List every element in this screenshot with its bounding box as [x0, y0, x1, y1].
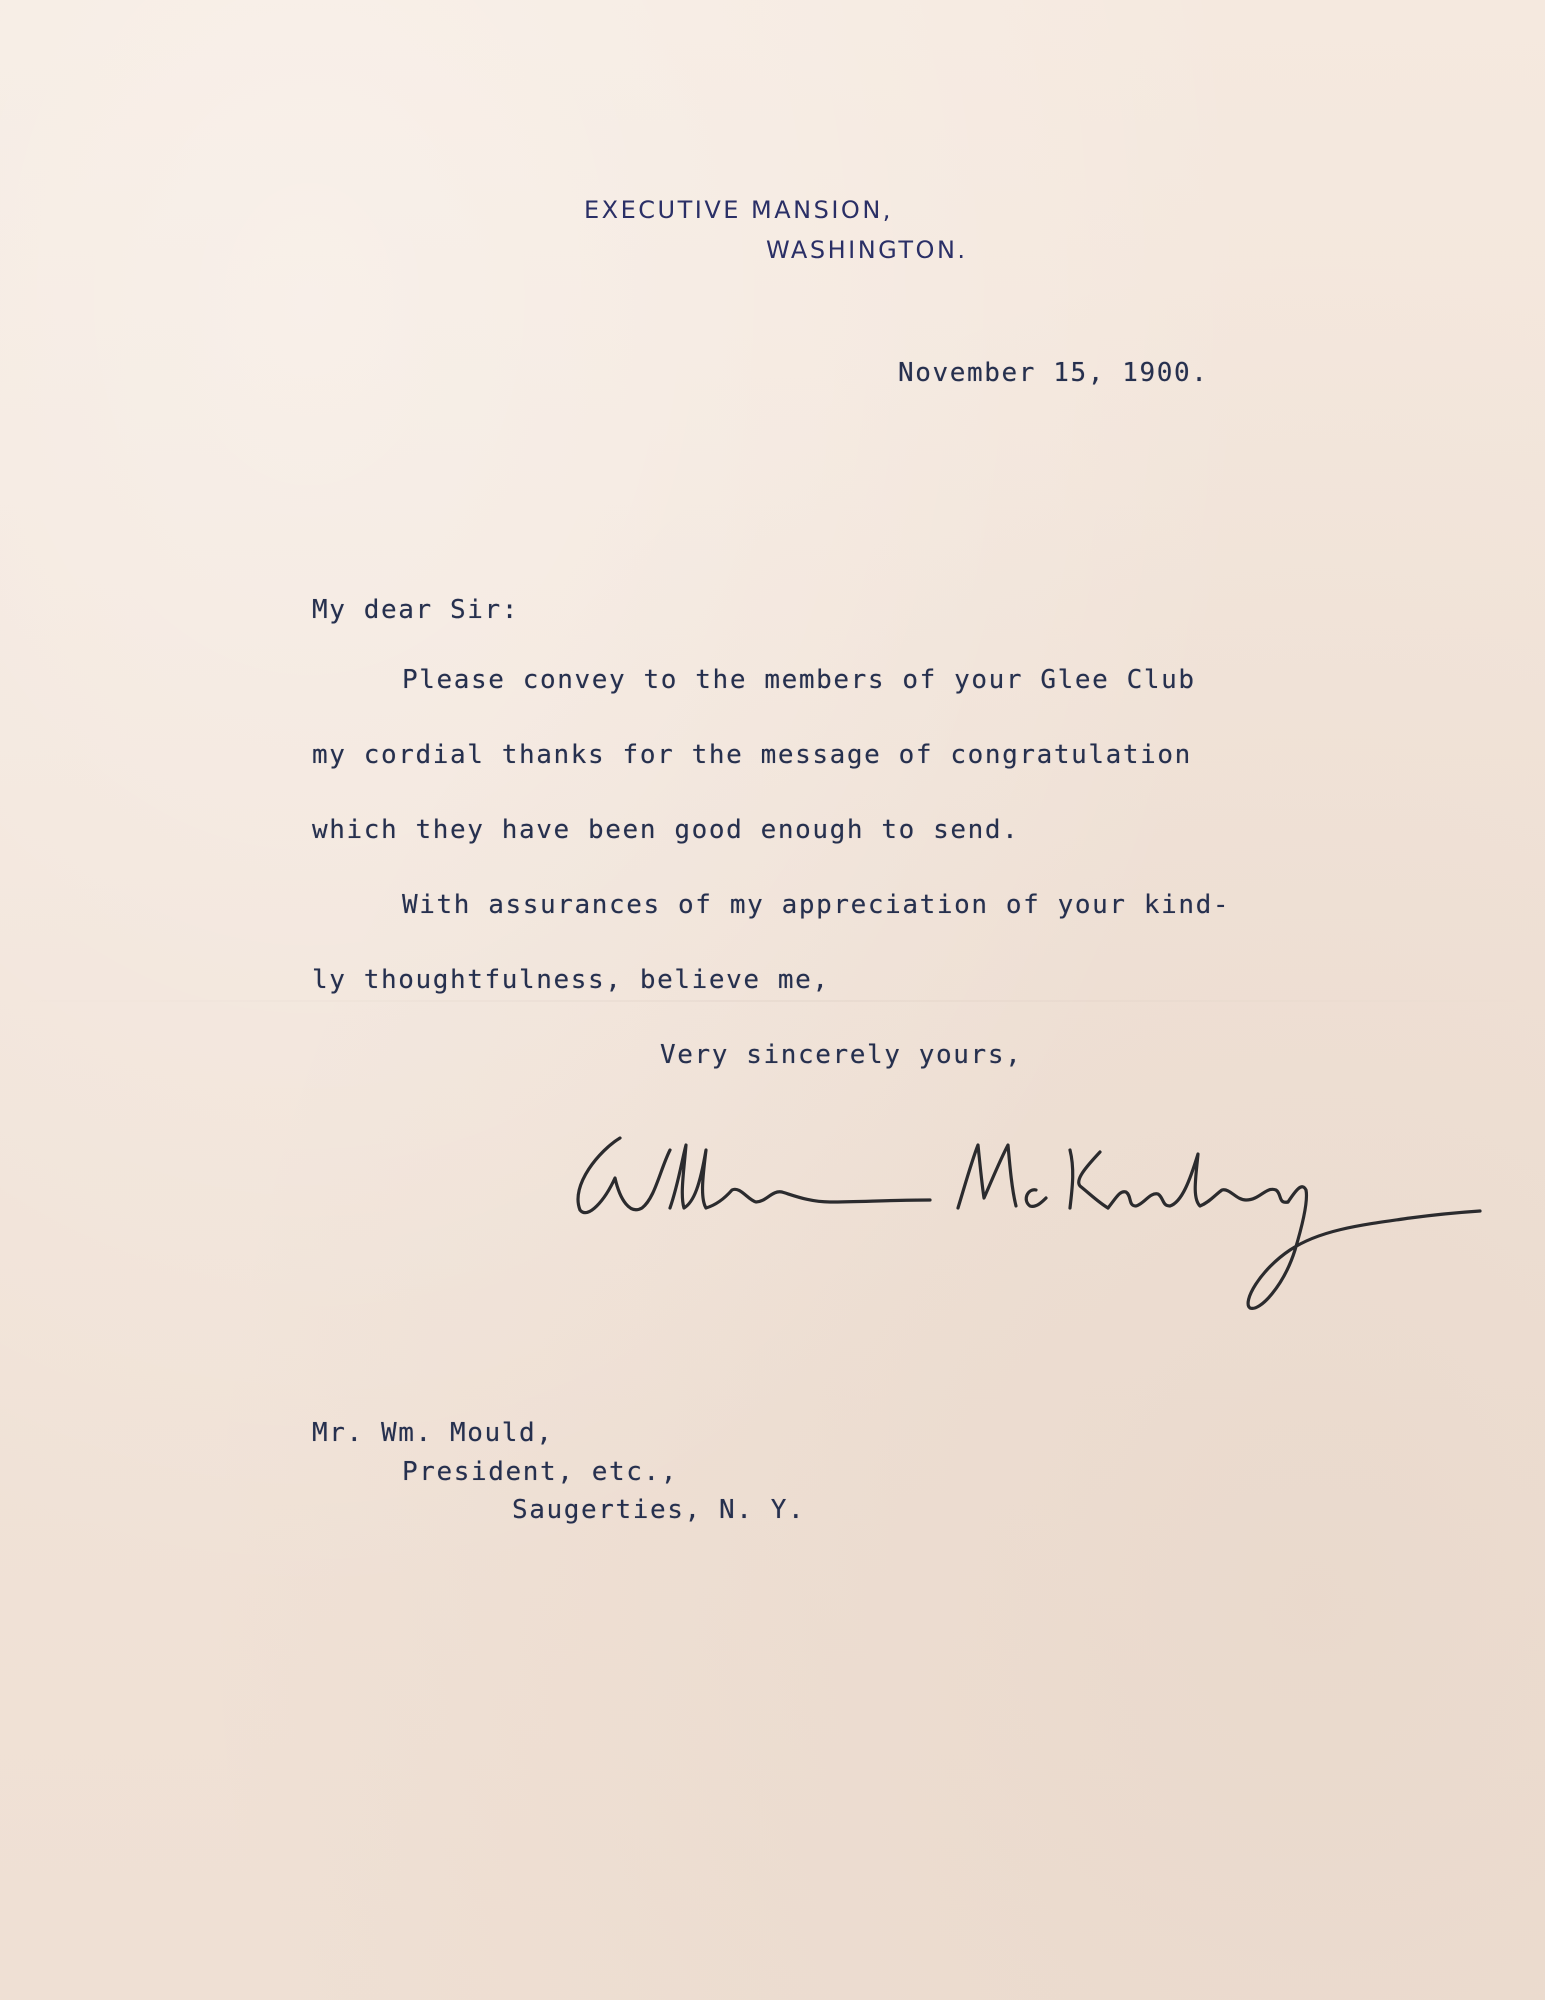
letterhead-city: WASHINGTON. [766, 236, 968, 264]
body-line-1: Please convey to the members of your Glee Club [402, 665, 1196, 695]
body-line-5: ly thoughtfulness, believe me, [312, 965, 830, 995]
body-line-2: my cordial thanks for the message of congratulation [312, 740, 1192, 770]
letterhead-title: EXECUTIVE MANSION, [584, 196, 893, 224]
fold-line [0, 1000, 1545, 1002]
salutation: My dear Sir: [312, 595, 520, 625]
addressee-name: Mr. Wm. Mould, [312, 1418, 554, 1448]
letter-date: November 15, 1900. [898, 358, 1209, 388]
complimentary-closing: Very sincerely yours, [660, 1040, 1023, 1070]
addressee-place: Saugerties, N. Y. [512, 1495, 806, 1525]
body-line-4: With assurances of my appreciation of your kind- [402, 890, 1231, 920]
handwritten-signature [560, 1090, 1500, 1320]
body-line-3: which they have been good enough to send. [312, 815, 1020, 845]
addressee-title: President, etc., [402, 1457, 679, 1487]
